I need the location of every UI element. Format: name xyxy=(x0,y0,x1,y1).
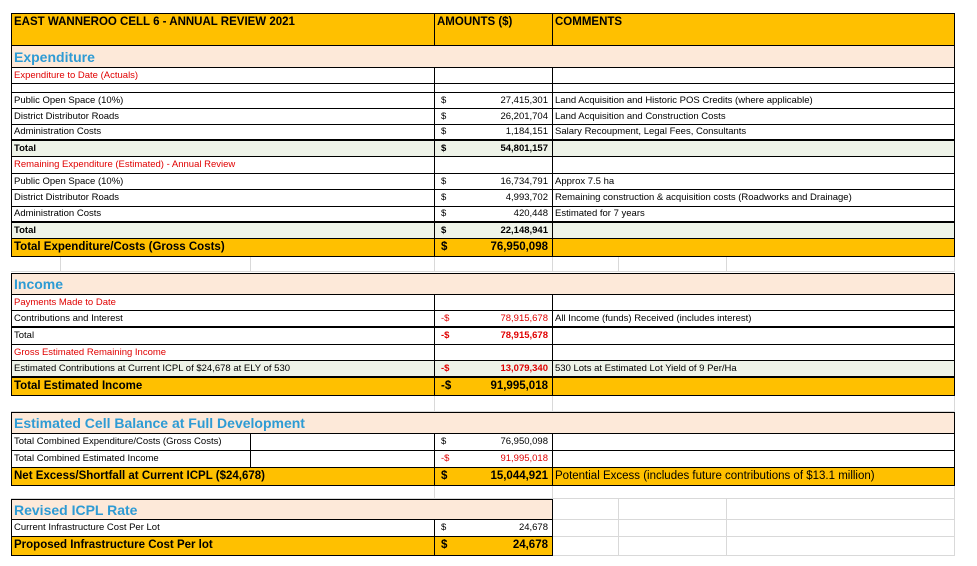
row-label[interactable]: Administration Costs xyxy=(11,125,435,141)
amount-cell[interactable] xyxy=(435,434,553,451)
row-label[interactable]: Current Infrastructure Cost Per Lot xyxy=(11,520,435,537)
empty-cell[interactable] xyxy=(553,328,955,345)
amount-cell[interactable] xyxy=(435,328,553,345)
empty-cell[interactable] xyxy=(553,434,955,451)
header-comments[interactable]: COMMENTS xyxy=(553,13,955,46)
net-label[interactable]: Net Excess/Shortfall at Current ICPL ($24,678) xyxy=(11,468,435,486)
icpl-section-title[interactable]: Revised ICPL Rate xyxy=(11,499,553,520)
amount-cell[interactable] xyxy=(435,239,553,257)
currency-sign: $ xyxy=(441,469,448,482)
row-label[interactable]: Total Combined Expenditure/Costs (Gross Costs) xyxy=(11,434,251,451)
income-section-title[interactable]: Income xyxy=(11,273,955,295)
amount-value: 15,044,921 xyxy=(490,469,548,482)
table-row xyxy=(11,434,955,451)
empty-cell[interactable] xyxy=(251,434,435,451)
grid-cell[interactable] xyxy=(727,520,955,537)
total-label[interactable]: Total xyxy=(11,328,435,345)
amount-cell[interactable] xyxy=(435,109,553,125)
empty-cell[interactable] xyxy=(553,345,955,361)
expenditure-to-date-total-row xyxy=(11,141,955,157)
amount-cell[interactable] xyxy=(435,93,553,109)
comment-cell[interactable]: Salary Recoupment, Legal Fees, Consultants xyxy=(553,125,955,141)
row-label[interactable]: Estimated Contributions at Current ICPL of $24,678 at ELY of 530 xyxy=(11,361,435,378)
grid-cell[interactable] xyxy=(553,257,619,272)
table-row xyxy=(11,207,955,223)
grid-cell[interactable] xyxy=(553,499,619,520)
grid-cell[interactable] xyxy=(11,396,435,412)
amount-cell[interactable] xyxy=(435,361,553,378)
currency-sign: $ xyxy=(441,522,447,534)
grid-cell[interactable] xyxy=(619,537,727,556)
expenditure-to-date-label-row xyxy=(11,68,955,84)
amount-value: 78,915,678 xyxy=(500,330,548,342)
table-row xyxy=(11,93,955,109)
amount-value: 22,148,941 xyxy=(500,224,548,236)
row-label[interactable]: Total Combined Estimated Income xyxy=(11,451,251,468)
payments-label[interactable]: Payments Made to Date xyxy=(11,295,435,311)
currency-sign: -$ xyxy=(441,312,450,324)
row-label[interactable]: Public Open Space (10%) xyxy=(11,93,435,109)
net-row xyxy=(11,468,955,486)
payments-label-row xyxy=(11,295,955,311)
grid-cell[interactable] xyxy=(619,520,727,537)
remaining-income-label[interactable]: Gross Estimated Remaining Income xyxy=(11,345,435,361)
empty-cell[interactable] xyxy=(553,223,955,239)
amount-value: 26,201,704 xyxy=(500,110,548,122)
currency-sign: $ xyxy=(441,142,447,154)
currency-sign: $ xyxy=(441,94,447,106)
header-title[interactable]: EAST WANNEROO CELL 6 - ANNUAL REVIEW 2021 xyxy=(11,13,435,46)
grid-cell[interactable] xyxy=(727,499,955,520)
grid-cell[interactable] xyxy=(619,499,727,520)
comment-cell[interactable]: 530 Lots at Estimated Lot Yield of 9 Per/Ha xyxy=(553,361,955,378)
empty-cell[interactable] xyxy=(553,451,955,468)
grid-cell[interactable] xyxy=(727,257,955,272)
grid-cell[interactable] xyxy=(553,537,619,556)
empty-cell[interactable] xyxy=(435,84,553,93)
grid-cell[interactable] xyxy=(61,257,251,272)
amount-value: 13,079,340 xyxy=(500,362,548,374)
amount-cell[interactable] xyxy=(435,468,553,486)
currency-sign: -$ xyxy=(441,330,450,342)
amount-value: 54,801,157 xyxy=(500,142,548,154)
remaining-expenditure-label[interactable]: Remaining Expenditure (Estimated) - Annual Review xyxy=(11,157,435,174)
total-label[interactable]: Total xyxy=(11,141,435,157)
table-row xyxy=(11,451,955,468)
empty-cell[interactable] xyxy=(435,345,553,361)
table-row xyxy=(11,520,553,537)
amount-cell[interactable] xyxy=(435,223,553,239)
currency-sign: $ xyxy=(441,539,448,552)
icpl-section-row xyxy=(11,499,553,520)
amount-value: 91,995,018 xyxy=(490,379,548,392)
remaining-label-row xyxy=(11,157,955,174)
row-label[interactable]: District Distributor Roads xyxy=(11,109,435,125)
amount-cell[interactable] xyxy=(435,125,553,141)
currency-sign: $ xyxy=(441,110,447,122)
expenditure-grand-total-row xyxy=(11,239,955,257)
remaining-income-label-row xyxy=(11,345,955,361)
proposed-label[interactable]: Proposed Infrastructure Cost Per lot xyxy=(11,537,435,556)
table-row xyxy=(11,190,955,207)
empty-cell[interactable] xyxy=(553,239,955,257)
amount-value: 420,448 xyxy=(513,208,548,220)
amount-cell[interactable] xyxy=(435,190,553,207)
currency-sign: $ xyxy=(441,126,447,138)
income-section-row xyxy=(11,273,955,295)
payments-total-row xyxy=(11,328,955,345)
income-grand-total-row xyxy=(11,378,955,396)
currency-sign: $ xyxy=(441,436,447,448)
total-label[interactable]: Total xyxy=(11,223,435,239)
empty-cell[interactable] xyxy=(435,295,553,311)
amount-cell[interactable] xyxy=(435,141,553,157)
currency-sign: -$ xyxy=(441,362,450,374)
amount-cell[interactable] xyxy=(435,207,553,223)
grid-cell[interactable] xyxy=(435,257,553,272)
expenditure-section-title[interactable]: Expenditure xyxy=(11,46,955,68)
currency-sign: $ xyxy=(441,175,447,187)
row-label[interactable]: Contributions and Interest xyxy=(11,311,435,328)
table-row xyxy=(11,361,955,378)
comment-cell[interactable]: Land Acquisition and Construction Costs xyxy=(553,109,955,125)
comment-cell[interactable]: Approx 7.5 ha xyxy=(553,174,955,190)
amount-value: 78,915,678 xyxy=(500,312,548,324)
currency-sign: $ xyxy=(441,224,447,236)
comment-cell[interactable]: Remaining construction & acquisition costs (Roadworks and Drainage) xyxy=(553,190,955,207)
empty-cell[interactable] xyxy=(553,157,955,174)
balance-section-title[interactable]: Estimated Cell Balance at Full Development xyxy=(11,412,955,434)
empty-cell[interactable] xyxy=(553,84,955,93)
empty-cell[interactable] xyxy=(251,451,435,468)
grid-cell[interactable] xyxy=(251,257,435,272)
header-amounts[interactable]: AMOUNTS ($) xyxy=(435,13,553,46)
currency-sign: $ xyxy=(441,240,448,253)
grid-cell[interactable] xyxy=(11,257,61,272)
amount-value: 27,415,301 xyxy=(500,94,548,106)
row-label[interactable]: Administration Costs xyxy=(11,207,435,223)
amount-value: 4,993,702 xyxy=(505,192,548,204)
grand-total-label[interactable]: Total Expenditure/Costs (Gross Costs) xyxy=(11,239,435,257)
amount-value: 16,734,791 xyxy=(500,175,548,187)
comment-cell[interactable]: Land Acquisition and Historic POS Credits (where applicable) xyxy=(553,93,955,109)
amount-value: 24,678 xyxy=(512,539,548,552)
amount-cell[interactable] xyxy=(435,378,553,396)
table-row xyxy=(11,174,955,190)
remaining-total-row xyxy=(11,223,955,239)
proposed-row xyxy=(11,537,553,556)
grid-cell[interactable] xyxy=(553,486,955,499)
header-row xyxy=(11,13,955,46)
amount-value: 1,184,151 xyxy=(505,126,548,138)
currency-sign: $ xyxy=(441,192,447,204)
comment-cell[interactable]: Estimated for 7 years xyxy=(553,207,955,223)
row-label[interactable]: Public Open Space (10%) xyxy=(11,174,435,190)
amount-value: 76,950,098 xyxy=(500,436,548,448)
currency-sign: -$ xyxy=(441,453,450,465)
amount-cell[interactable] xyxy=(435,311,553,328)
expenditure-section-row xyxy=(11,46,955,68)
empty-cell[interactable] xyxy=(553,141,955,157)
empty-cell[interactable] xyxy=(435,68,553,84)
amount-cell[interactable] xyxy=(435,451,553,468)
amount-cell[interactable] xyxy=(435,537,553,556)
empty-cell[interactable] xyxy=(435,157,553,174)
amount-cell[interactable] xyxy=(435,174,553,190)
grid-cell[interactable] xyxy=(619,257,727,272)
currency-sign: -$ xyxy=(441,379,452,392)
grid-cell[interactable] xyxy=(435,396,553,412)
comment-cell[interactable]: All Income (funds) Received (includes interest) xyxy=(553,311,955,328)
grid-cell[interactable] xyxy=(553,396,955,412)
expenditure-to-date-label[interactable]: Expenditure to Date (Actuals) xyxy=(11,68,435,84)
currency-sign: $ xyxy=(441,208,447,220)
grid-cell[interactable] xyxy=(435,486,553,499)
row-label[interactable]: District Distributor Roads xyxy=(11,190,435,207)
empty-cell[interactable] xyxy=(553,68,955,84)
table-row xyxy=(11,125,955,141)
empty-cell[interactable] xyxy=(553,295,955,311)
balance-section-row xyxy=(11,412,955,434)
amount-value: 24,678 xyxy=(518,522,548,534)
spacer-row xyxy=(11,84,955,93)
empty-cell[interactable] xyxy=(553,378,955,396)
amount-cell[interactable] xyxy=(435,520,553,537)
table-row xyxy=(11,311,955,328)
amount-value: 91,995,018 xyxy=(500,453,548,465)
grid-cell[interactable] xyxy=(553,520,619,537)
net-comment[interactable]: Potential Excess (includes future contributions of $13.1 million) xyxy=(553,468,955,486)
empty-cell[interactable] xyxy=(11,84,435,93)
grand-total-label[interactable]: Total Estimated Income xyxy=(11,378,435,396)
table-row xyxy=(11,109,955,125)
amount-value: 76,950,098 xyxy=(490,240,548,253)
grid-cell[interactable] xyxy=(11,486,435,499)
grid-cell[interactable] xyxy=(727,537,955,556)
